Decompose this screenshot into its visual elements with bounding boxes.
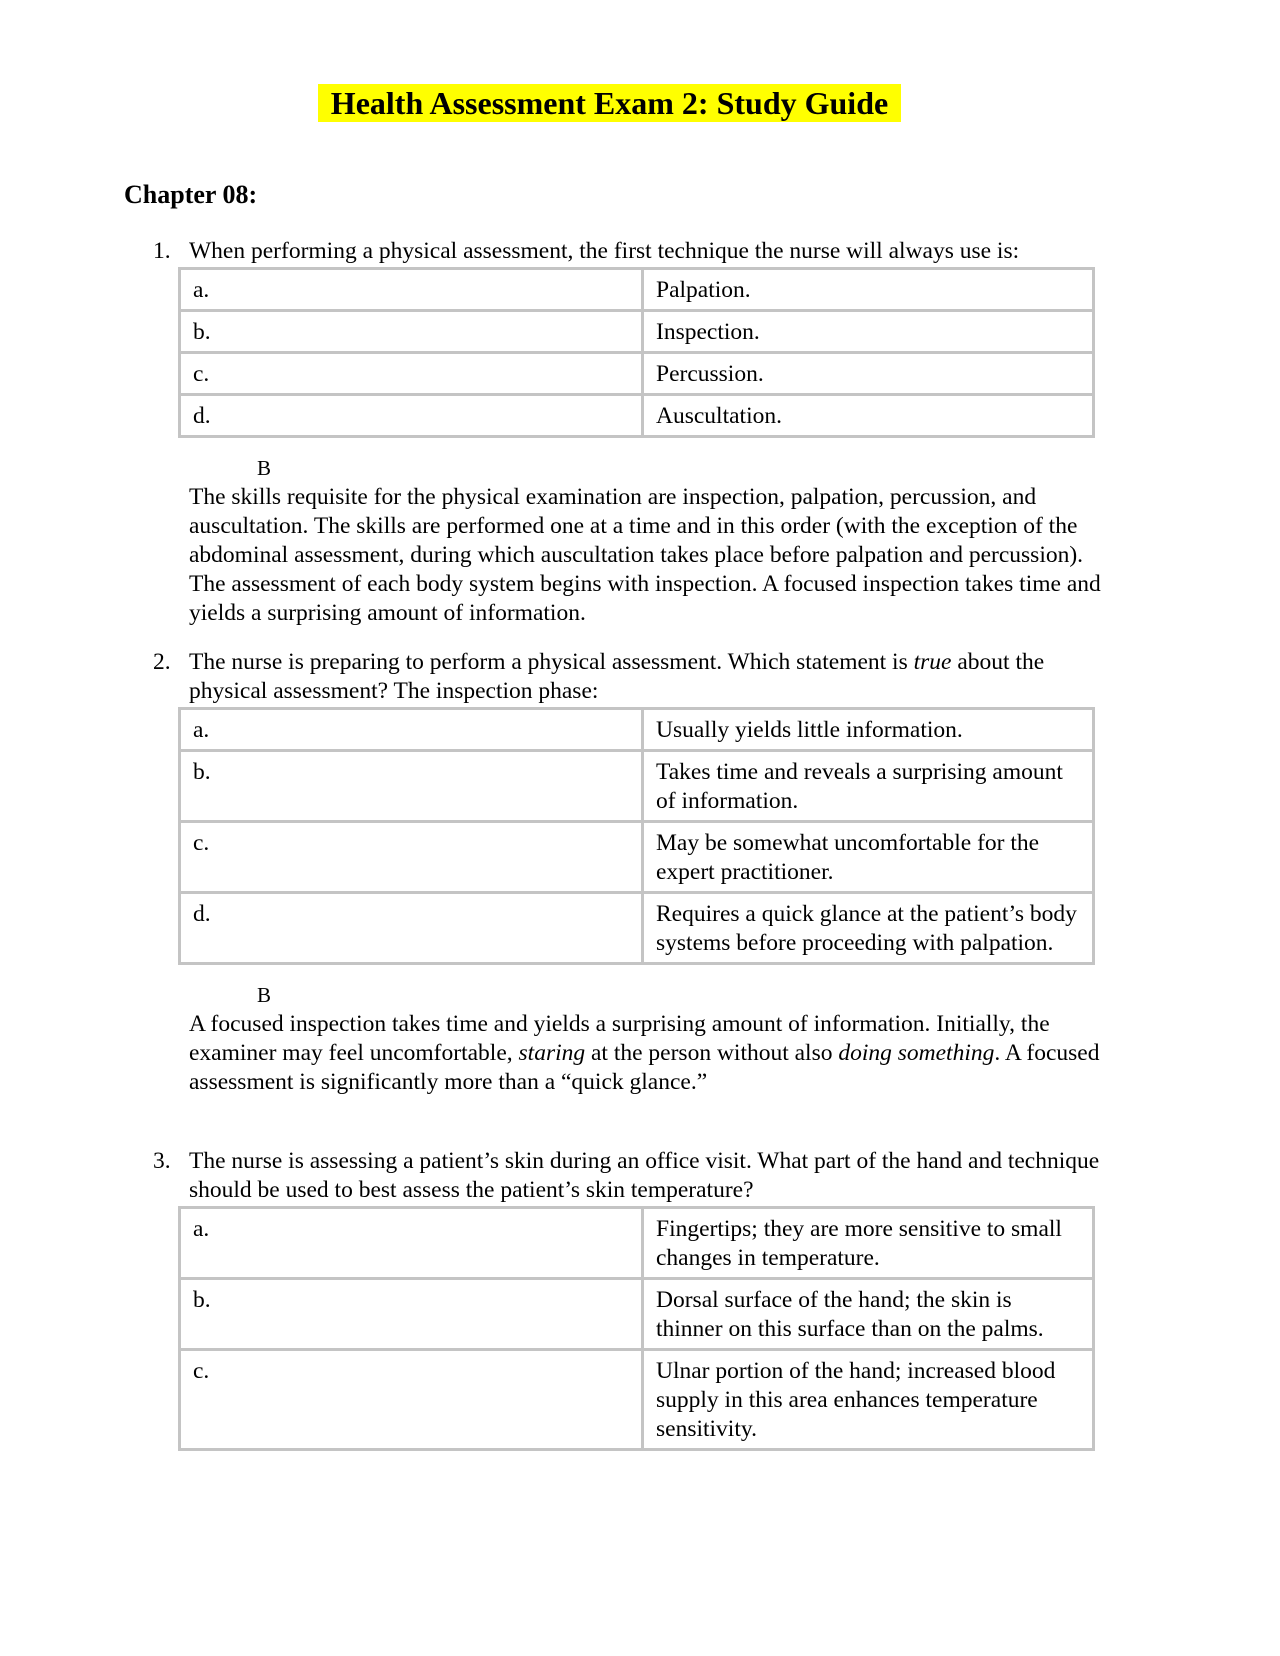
- option-text: Ulnar portion of the hand; increased blood supply in this area enhances temperature sensitivity.: [643, 1350, 1094, 1450]
- option-text: Requires a quick glance at the patient’s body systems before proceeding with palpation.: [643, 893, 1094, 964]
- option-row: [180, 353, 1094, 395]
- option-letter: d.: [180, 893, 643, 964]
- option-text: Takes time and reveals a surprising amount of information.: [643, 751, 1094, 822]
- text-part: at the person without also: [585, 1040, 839, 1066]
- question-2: [153, 648, 1103, 1097]
- option-text: Percussion.: [643, 353, 1094, 395]
- options-table: [178, 267, 1095, 438]
- chapter-heading: Chapter 08:: [124, 180, 258, 209]
- question-text: When performing a physical assessment, the first technique the nurse will always use is:: [189, 238, 1020, 264]
- option-text: Usually yields little information.: [643, 709, 1094, 751]
- text-part: The nurse is preparing to perform a physical assessment. Which statement is: [189, 649, 914, 675]
- option-row: [180, 751, 1094, 822]
- question-number: 3.: [153, 1148, 171, 1174]
- option-row: [180, 311, 1094, 353]
- question-number: 1.: [153, 238, 171, 264]
- option-text: Palpation.: [643, 269, 1094, 311]
- option-row: [180, 709, 1094, 751]
- option-letter: c.: [180, 822, 643, 893]
- option-text: Fingertips; they are more sensitive to small changes in temperature.: [643, 1208, 1094, 1279]
- question-number: 2.: [153, 649, 171, 675]
- text-part: about the physical assessment? The inspection phase:: [189, 649, 1045, 704]
- option-letter: b.: [180, 1279, 643, 1350]
- document-title: Health Assessment Exam 2: Study Guide: [318, 84, 901, 122]
- text-part: . A focused assessment is significantly more than a “quick glance.”: [189, 1040, 1100, 1095]
- option-text: Inspection.: [643, 311, 1094, 353]
- option-letter: a.: [180, 1208, 643, 1279]
- option-letter: d.: [180, 395, 643, 437]
- option-letter: c.: [180, 1350, 643, 1450]
- question-text: [189, 648, 1103, 706]
- option-row: [180, 893, 1094, 964]
- options-table: [178, 1206, 1095, 1451]
- option-text: May be somewhat uncomfortable for the expert practitioner.: [643, 822, 1094, 893]
- text-part: A focused inspection takes time and yields a surprising amount of information. Initially, the examiner may feel uncomfortable,: [189, 1011, 1050, 1066]
- rationale: [189, 1010, 1103, 1097]
- option-letter: b.: [180, 751, 643, 822]
- text-italic: staring: [518, 1040, 586, 1066]
- option-text: Dorsal surface of the hand; the skin is thinner on this surface than on the palms.: [643, 1279, 1094, 1350]
- options-table: [178, 707, 1095, 965]
- question-1: [153, 237, 1103, 628]
- text-italic: true: [913, 649, 952, 675]
- option-letter: a.: [180, 709, 643, 751]
- option-row: [180, 395, 1094, 437]
- option-row: [180, 1208, 1094, 1279]
- option-letter: c.: [180, 353, 643, 395]
- option-letter: a.: [180, 269, 643, 311]
- option-text: Auscultation.: [643, 395, 1094, 437]
- text-italic: doing something: [838, 1040, 995, 1066]
- option-letter: b.: [180, 311, 643, 353]
- answer-key: B: [257, 983, 272, 1007]
- question-3: [153, 1147, 1103, 1451]
- answer-key: B: [257, 456, 272, 480]
- option-row: [180, 822, 1094, 893]
- option-row: [180, 1350, 1094, 1450]
- question-text: The nurse is assessing a patient’s skin during an office visit. What part of the hand and technique should be used to best assess the patient’s skin temperature?: [189, 1148, 1100, 1203]
- option-row: [180, 269, 1094, 311]
- rationale: The skills requisite for the physical examination are inspection, palpation, percussion, and auscultation. The skills are performed one at a time and in this order (with the exception of the abdominal assessment, during which auscultation takes place before palpation and percussion). The assessment of each body system begins with inspection. A focused inspection takes time and yields a surprising amount of information.: [189, 484, 1101, 626]
- option-row: [180, 1279, 1094, 1350]
